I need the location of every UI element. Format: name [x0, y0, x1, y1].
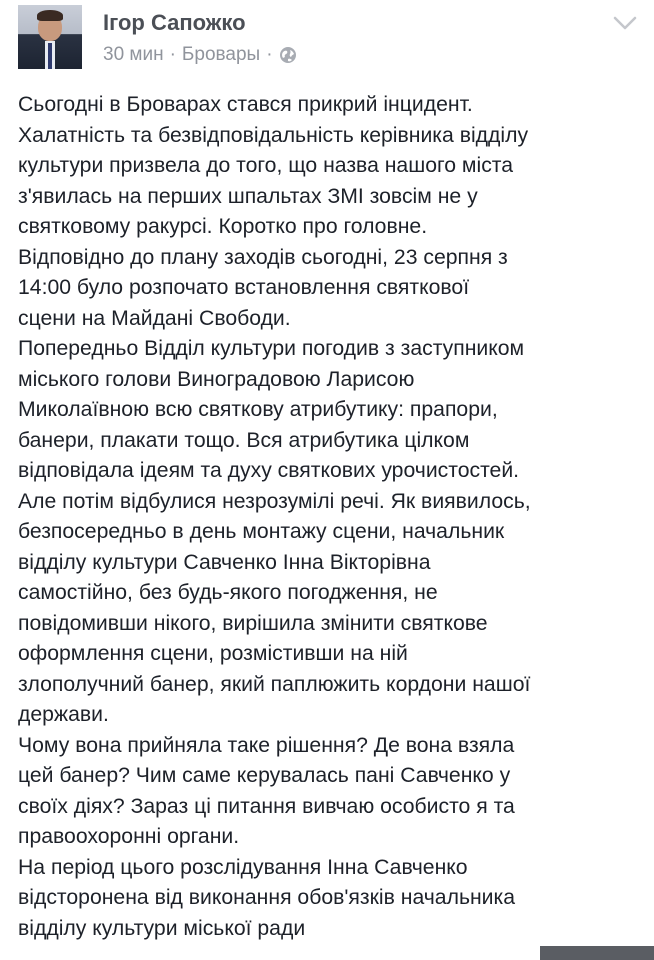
- post-location[interactable]: Бровары: [181, 44, 261, 65]
- meta-separator-2: ·: [266, 44, 273, 65]
- post-paragraph: Сьогодні в Броварах стався прикрий інцидент. Халатність та безвідповідальність керівника відділу культури призвела до того, що назва нашого міста з'явилась на перших шпальтах ЗМІ зовсім не у святковому ракурсі. Коротко про головне. Відповідно до плану заходів сьогодні, 23 серпня з 14:00 було розпочато встановлення святкової сцени на Майдані Свободи.: [18, 93, 529, 330]
- post-paragraph: На період цього розслідування Інна Савченко відсторонена від виконання обов'язків начальника відділу культури міської ради: [18, 855, 516, 940]
- author-avatar[interactable]: [18, 5, 82, 69]
- post-paragraph: Попередньо Відділ культури погодив з заступником міського голови Виноградовою Ларисою Миколаївною всю святкову атрибутику: прапори, банери, плакати тощо. Вся атрибутика цілком відповідала ідеям та духу святкових урочистостей.: [18, 337, 525, 482]
- globe-icon[interactable]: [279, 46, 297, 64]
- post-meta: [103, 44, 297, 66]
- author-name[interactable]: Ігор Сапожко: [103, 10, 246, 35]
- avatar-tie: [48, 43, 52, 69]
- post-paragraph: Але потім відбулися незрозумілі речі. Як виявилось, безпосередньо в день монтажу сцени, начальник відділу культури Савченко Інна Вікторівна самостійно, без будь-якого погодження, не повідомивши нікого, вирішила змінити святкове оформлення сцени, розмістивши на ній злополучний банер, який паплюжить кордони нашої держави.: [18, 489, 531, 726]
- post-time[interactable]: 30 мин: [103, 44, 164, 65]
- post-paragraph: Чому вона прийняла таке рішення? Де вона взяла цей банер? Чим саме керувалась пані Савченко у своїх діях? Зараз ці питання вивчаю особисто я та правоохоронні органи.: [18, 733, 515, 848]
- chevron-down-icon[interactable]: [612, 14, 638, 32]
- post-header: [0, 0, 654, 80]
- corner-overlay: [540, 946, 654, 960]
- post-body: [18, 90, 646, 960]
- avatar-hair: [37, 10, 63, 21]
- meta-separator: ·: [169, 44, 176, 65]
